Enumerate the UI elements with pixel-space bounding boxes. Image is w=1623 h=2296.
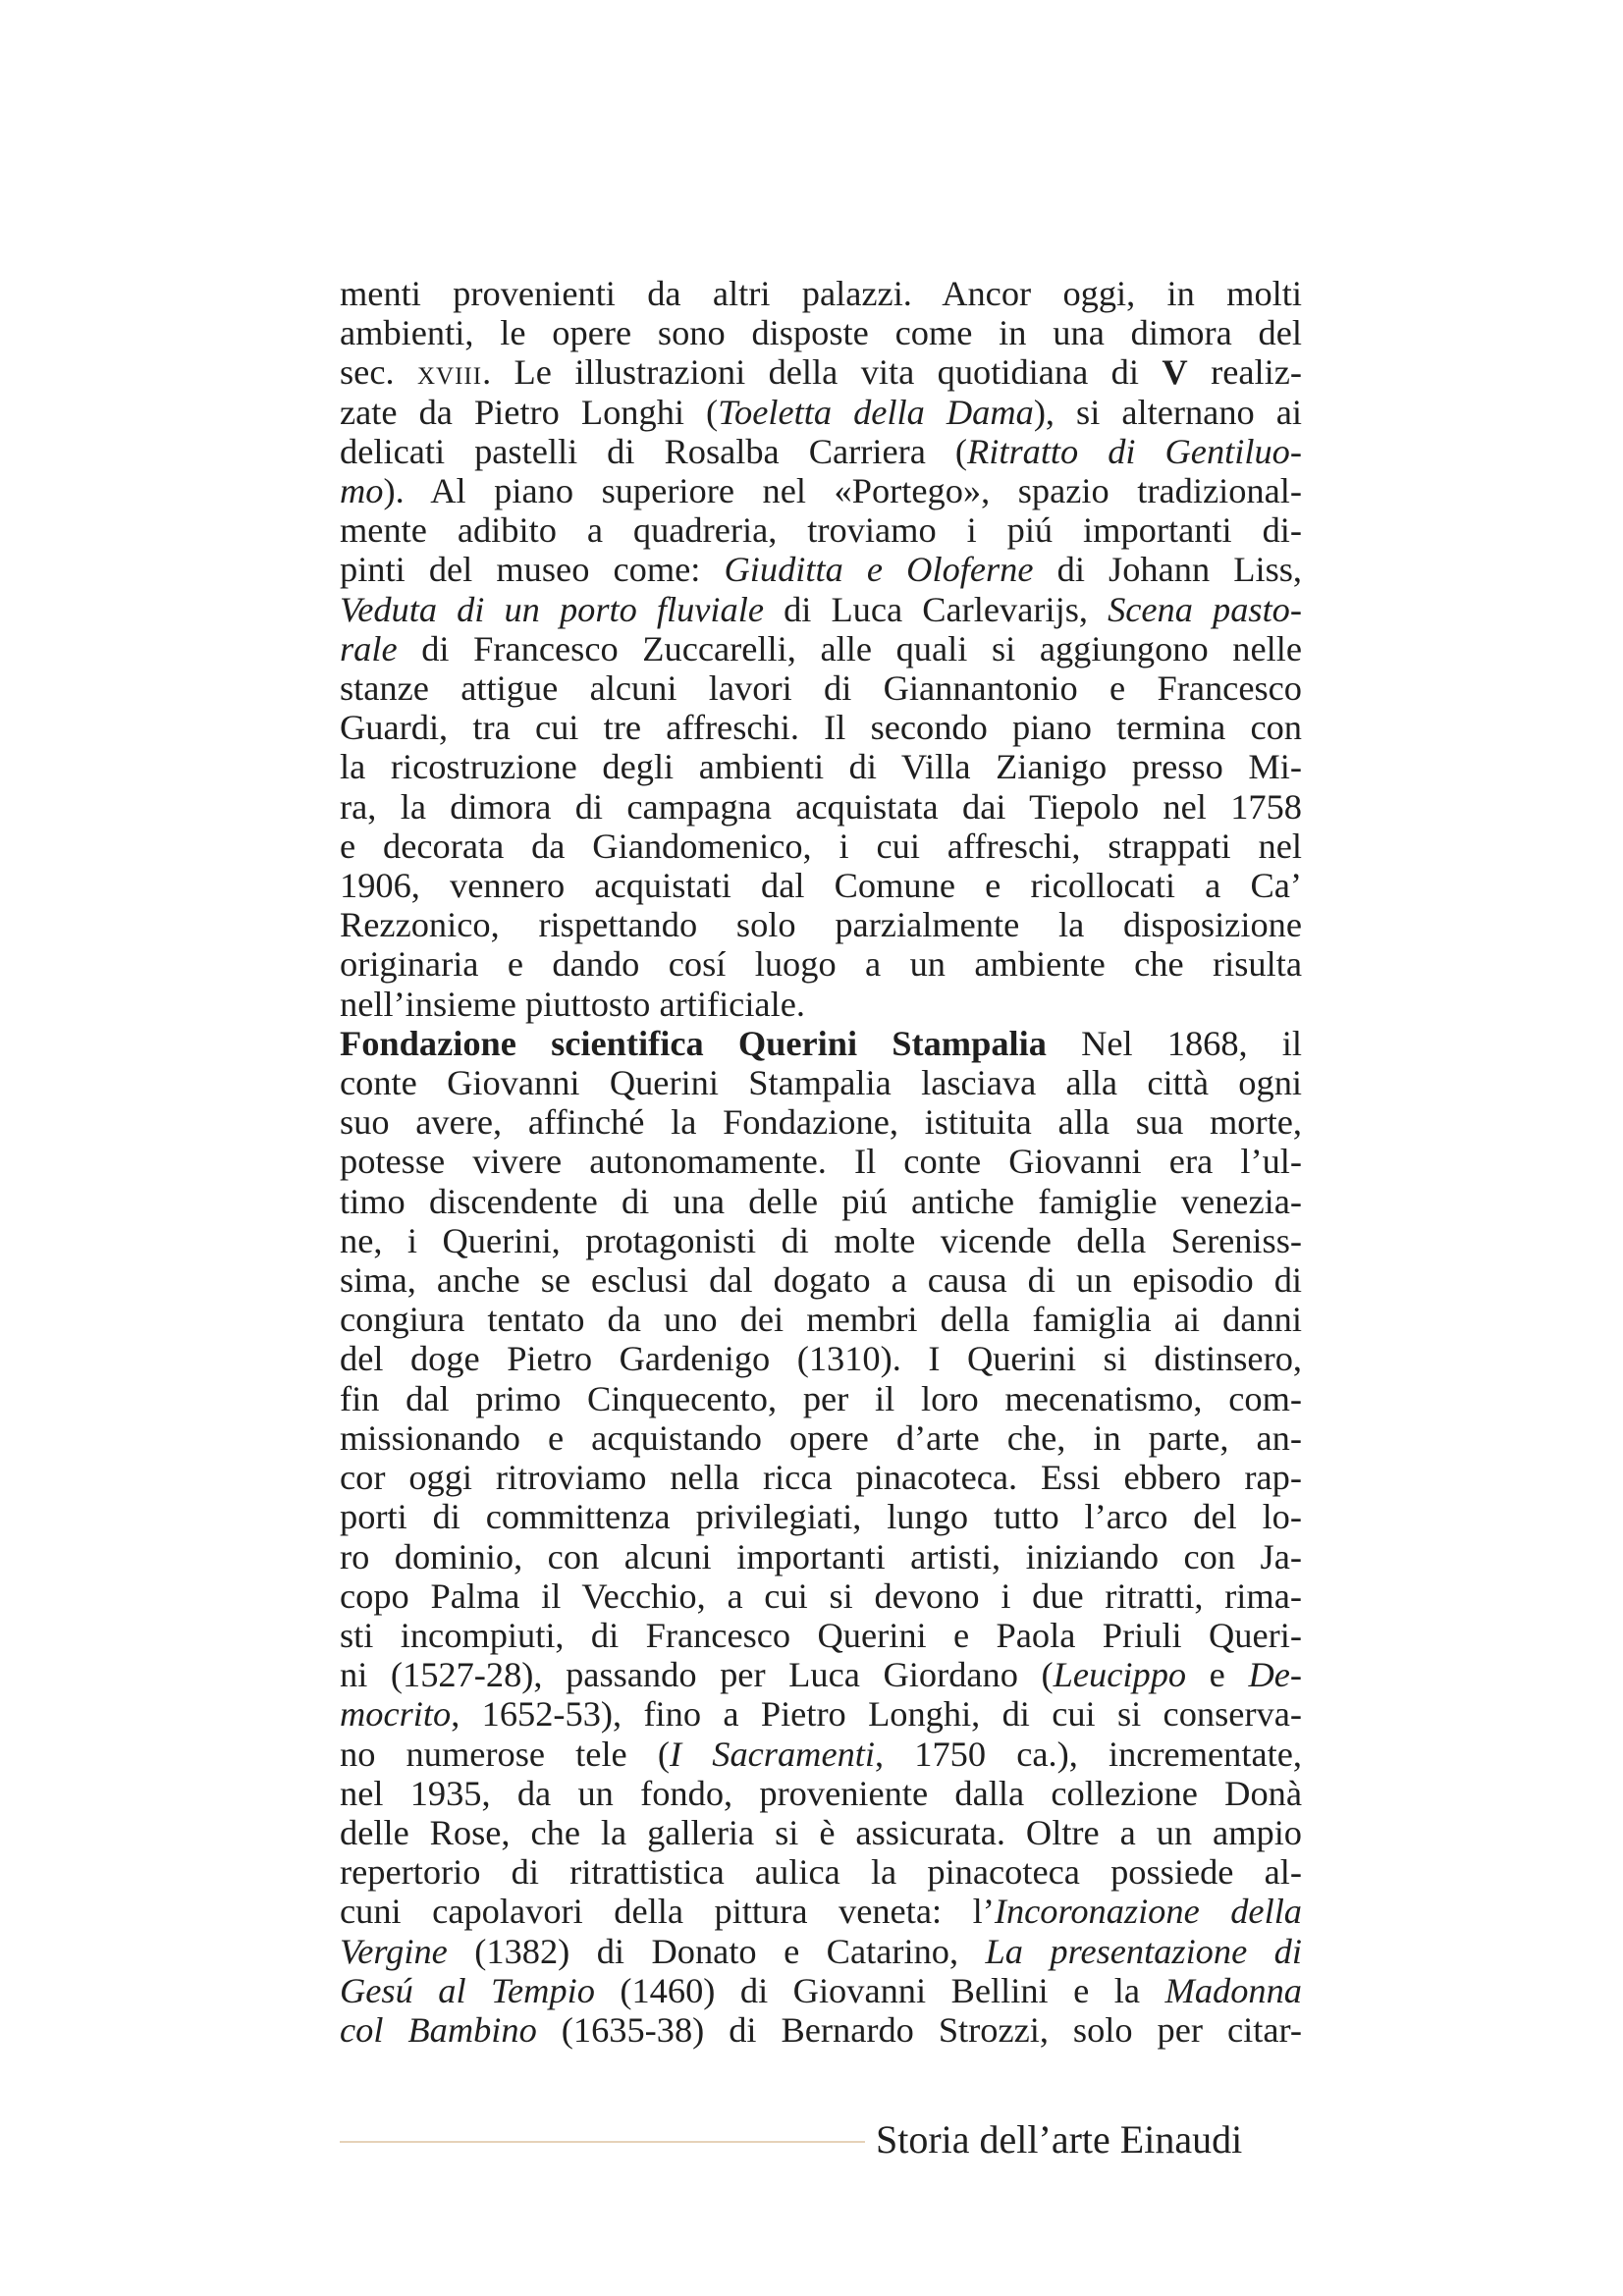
- text-run: Guardi, tra cui tre affreschi. Il secondo piano termina con: [340, 708, 1302, 748]
- italic-text: Veduta di un porto fluviale: [340, 589, 764, 629]
- text-line: [340, 1655, 1302, 1694]
- text-run: di Johann Liss,: [1033, 550, 1303, 590]
- text-run: no numerose tele (: [340, 1734, 670, 1774]
- text-line: [340, 985, 1302, 1024]
- text-line: [340, 1221, 1302, 1260]
- text-line: [340, 510, 1302, 550]
- text-line: [340, 629, 1302, 668]
- text-run: ne, i Querini, protagonisti di molte vicende della Sereniss-: [340, 1220, 1302, 1260]
- text-line: [340, 1418, 1302, 1458]
- text-line: [340, 787, 1302, 827]
- text-run: timo discendente di una delle piú antiche famiglie venezia-: [340, 1181, 1302, 1221]
- text-run: stanze attigue alcuni lavori di Giannantonio e Francesco: [340, 668, 1302, 709]
- text-line: [340, 905, 1302, 944]
- text-run: ). Al piano superiore nel «Portego», spazio tradizional-: [383, 471, 1302, 511]
- text-line: [340, 471, 1302, 510]
- text-run: missionando e acquistando opere d’arte che, in parte, an-: [340, 1417, 1302, 1458]
- text-run: pinti del museo come:: [340, 550, 725, 590]
- text-run: conte Giovanni Querini Stampalia lasciava alla città ogni: [340, 1063, 1302, 1103]
- text-run: (1635-38) di Bernardo Strozzi, solo per citar-: [536, 2009, 1302, 2050]
- italic-text: Ritratto di Gentiluo-: [967, 431, 1302, 471]
- italic-text: Scena pasto-: [1108, 589, 1302, 629]
- text-run: repertorio di ritrattistica aulica la pinacoteca possiede al-: [340, 1852, 1302, 1893]
- text-run: suo avere, affinché la Fondazione, istituita alla sua morte,: [340, 1102, 1302, 1143]
- text-line: [340, 2010, 1302, 2050]
- text-line: [340, 550, 1302, 589]
- text-line: [340, 1182, 1302, 1221]
- text-line: [340, 1892, 1302, 1931]
- text-run: Rezzonico, rispettando solo parzialmente la disposizione: [340, 905, 1302, 945]
- text-line: [340, 866, 1302, 905]
- text-line: [340, 747, 1302, 786]
- text-line: [340, 1537, 1302, 1576]
- text-line: [340, 1142, 1302, 1181]
- text-run: sec.: [340, 352, 417, 393]
- text-run: Nel 1868, il: [1046, 1023, 1302, 1063]
- text-run: zate da Pietro Longhi (: [340, 392, 719, 432]
- text-line: [340, 1024, 1302, 1063]
- text-run: copo Palma il Vecchio, a cui si devono i due ritratti, rima-: [340, 1575, 1302, 1616]
- text-run: nel 1935, da un fondo, proveniente dalla collezione Donà: [340, 1773, 1302, 1813]
- text-run: , 1750 ca.), incrementate,: [875, 1734, 1302, 1774]
- text-run: , 1652-53), fino a Pietro Longhi, di cui si conserva-: [451, 1694, 1302, 1735]
- text-run: (1460) di Giovanni Bellini e la: [594, 1970, 1165, 2010]
- text-run: . Le illustrazioni della vita quotidiana di: [482, 352, 1163, 393]
- footer-rule: [340, 2141, 865, 2143]
- text-line: [340, 1694, 1302, 1734]
- text-line: [340, 1458, 1302, 1497]
- text-run: mente adibito a quadreria, troviamo i piú importanti di-: [340, 510, 1302, 551]
- text-line: [340, 432, 1302, 471]
- text-line: [340, 1260, 1302, 1300]
- text-line: [340, 1300, 1302, 1339]
- text-line: [340, 1379, 1302, 1418]
- text-run: (1382) di Donato e Catarino,: [447, 1931, 986, 1971]
- italic-text: I Sacramenti: [669, 1734, 876, 1774]
- small-caps-text: xviii: [416, 352, 483, 393]
- text-line: [340, 590, 1302, 629]
- text-line: [340, 668, 1302, 708]
- italic-text: mocrito: [340, 1694, 452, 1735]
- text-line: [340, 1735, 1302, 1774]
- italic-text: mo: [340, 471, 384, 511]
- text-run: sima, anche se esclusi dal dogato a causa di un episodio di: [340, 1260, 1302, 1301]
- text-run: ro dominio, con alcuni importanti artisti, iniziando con Ja-: [340, 1536, 1302, 1576]
- text-run: menti provenienti da altri palazzi. Ancor oggi, in molti: [340, 274, 1302, 313]
- text-line: [340, 274, 1302, 313]
- text-line: [340, 1063, 1302, 1102]
- text-line: [340, 313, 1302, 352]
- text-line: [340, 1971, 1302, 2010]
- italic-text: Incoronazione della: [994, 1892, 1302, 1932]
- text-run: originaria e dando cosí luogo a un ambiente che risulta: [340, 944, 1302, 985]
- text-line: [340, 1932, 1302, 1971]
- text-line: [340, 1852, 1302, 1892]
- body-text: [340, 274, 1302, 2050]
- text-line: [340, 1813, 1302, 1852]
- text-run: cuni capolavori della pittura veneta: l’: [340, 1892, 995, 1932]
- text-line: [340, 393, 1302, 432]
- text-run: la ricostruzione degli ambienti di Villa Zianigo presso Mi-: [340, 747, 1302, 787]
- italic-text: La presentazione di: [985, 1931, 1302, 1971]
- italic-text: Madonna: [1164, 1970, 1302, 2010]
- text-run: 1906, vennero acquistati dal Comune e ricollocati a Ca’: [340, 866, 1302, 906]
- text-run: del doge Pietro Gardenigo (1310). I Querini si distinsero,: [340, 1339, 1302, 1379]
- text-run: ni (1527-28), passando per Luca Giordano (: [340, 1655, 1054, 1695]
- italic-text: Gesú al Tempio: [340, 1970, 595, 2010]
- text-run: cor oggi ritroviamo nella ricca pinacoteca. Essi ebbero rap-: [340, 1458, 1302, 1498]
- italic-text: rale: [340, 628, 398, 668]
- text-run: ambienti, le opere sono disposte come in una dimora del: [340, 313, 1302, 353]
- text-line: [340, 1102, 1302, 1142]
- text-line: [340, 944, 1302, 984]
- text-run: realiz-: [1187, 352, 1302, 393]
- text-run: di Francesco Zuccarelli, alle quali si aggiungono nelle: [397, 628, 1302, 668]
- text-run: potesse vivere autonomamente. Il conte Giovanni era l’ul-: [340, 1142, 1302, 1182]
- text-run: delicati pastelli di Rosalba Carriera (: [340, 431, 968, 471]
- bold-text: Fondazione scientifica Querini Stampalia: [340, 1023, 1047, 1063]
- text-line: [340, 1616, 1302, 1655]
- italic-text: Leucippo: [1053, 1655, 1187, 1695]
- italic-text: De-: [1248, 1655, 1302, 1695]
- text-run: e: [1186, 1655, 1249, 1695]
- text-line: [340, 352, 1302, 392]
- text-run: porti di committenza privilegiati, lungo tutto l’arco del lo-: [340, 1497, 1302, 1537]
- text-line: [340, 1497, 1302, 1536]
- text-run: nell’insieme piuttosto artificiale.: [340, 984, 805, 1024]
- text-run: fin dal primo Cinquecento, per il loro mecenatismo, com-: [340, 1378, 1302, 1418]
- italic-text: Giuditta e Oloferne: [724, 550, 1034, 590]
- text-run: ra, la dimora di campagna acquistata dai Tiepolo nel 1758: [340, 786, 1302, 827]
- text-line: [340, 1774, 1302, 1813]
- text-run: sti incompiuti, di Francesco Querini e Paola Priuli Queri-: [340, 1615, 1302, 1655]
- text-run: delle Rose, che la galleria si è assicurata. Oltre a un ampio: [340, 1812, 1302, 1852]
- italic-text: Toeletta della Dama: [718, 392, 1034, 432]
- text-line: [340, 708, 1302, 747]
- text-line: [340, 1576, 1302, 1616]
- text-line: [340, 1339, 1302, 1378]
- text-line: [340, 827, 1302, 866]
- text-run: ), si alternano ai: [1033, 392, 1302, 432]
- italic-text: Vergine: [340, 1931, 448, 1971]
- text-run: di Luca Carlevarijs,: [764, 589, 1109, 629]
- italic-text: col Bambino: [340, 2009, 537, 2050]
- bold-text: V: [1162, 352, 1188, 393]
- text-run: e decorata da Giandomenico, i cui affreschi, strappati nel: [340, 826, 1302, 866]
- footer-title: Storia dell’arte Einaudi: [876, 2117, 1243, 2162]
- text-run: congiura tentato da uno dei membri della famiglia ai danni: [340, 1300, 1302, 1340]
